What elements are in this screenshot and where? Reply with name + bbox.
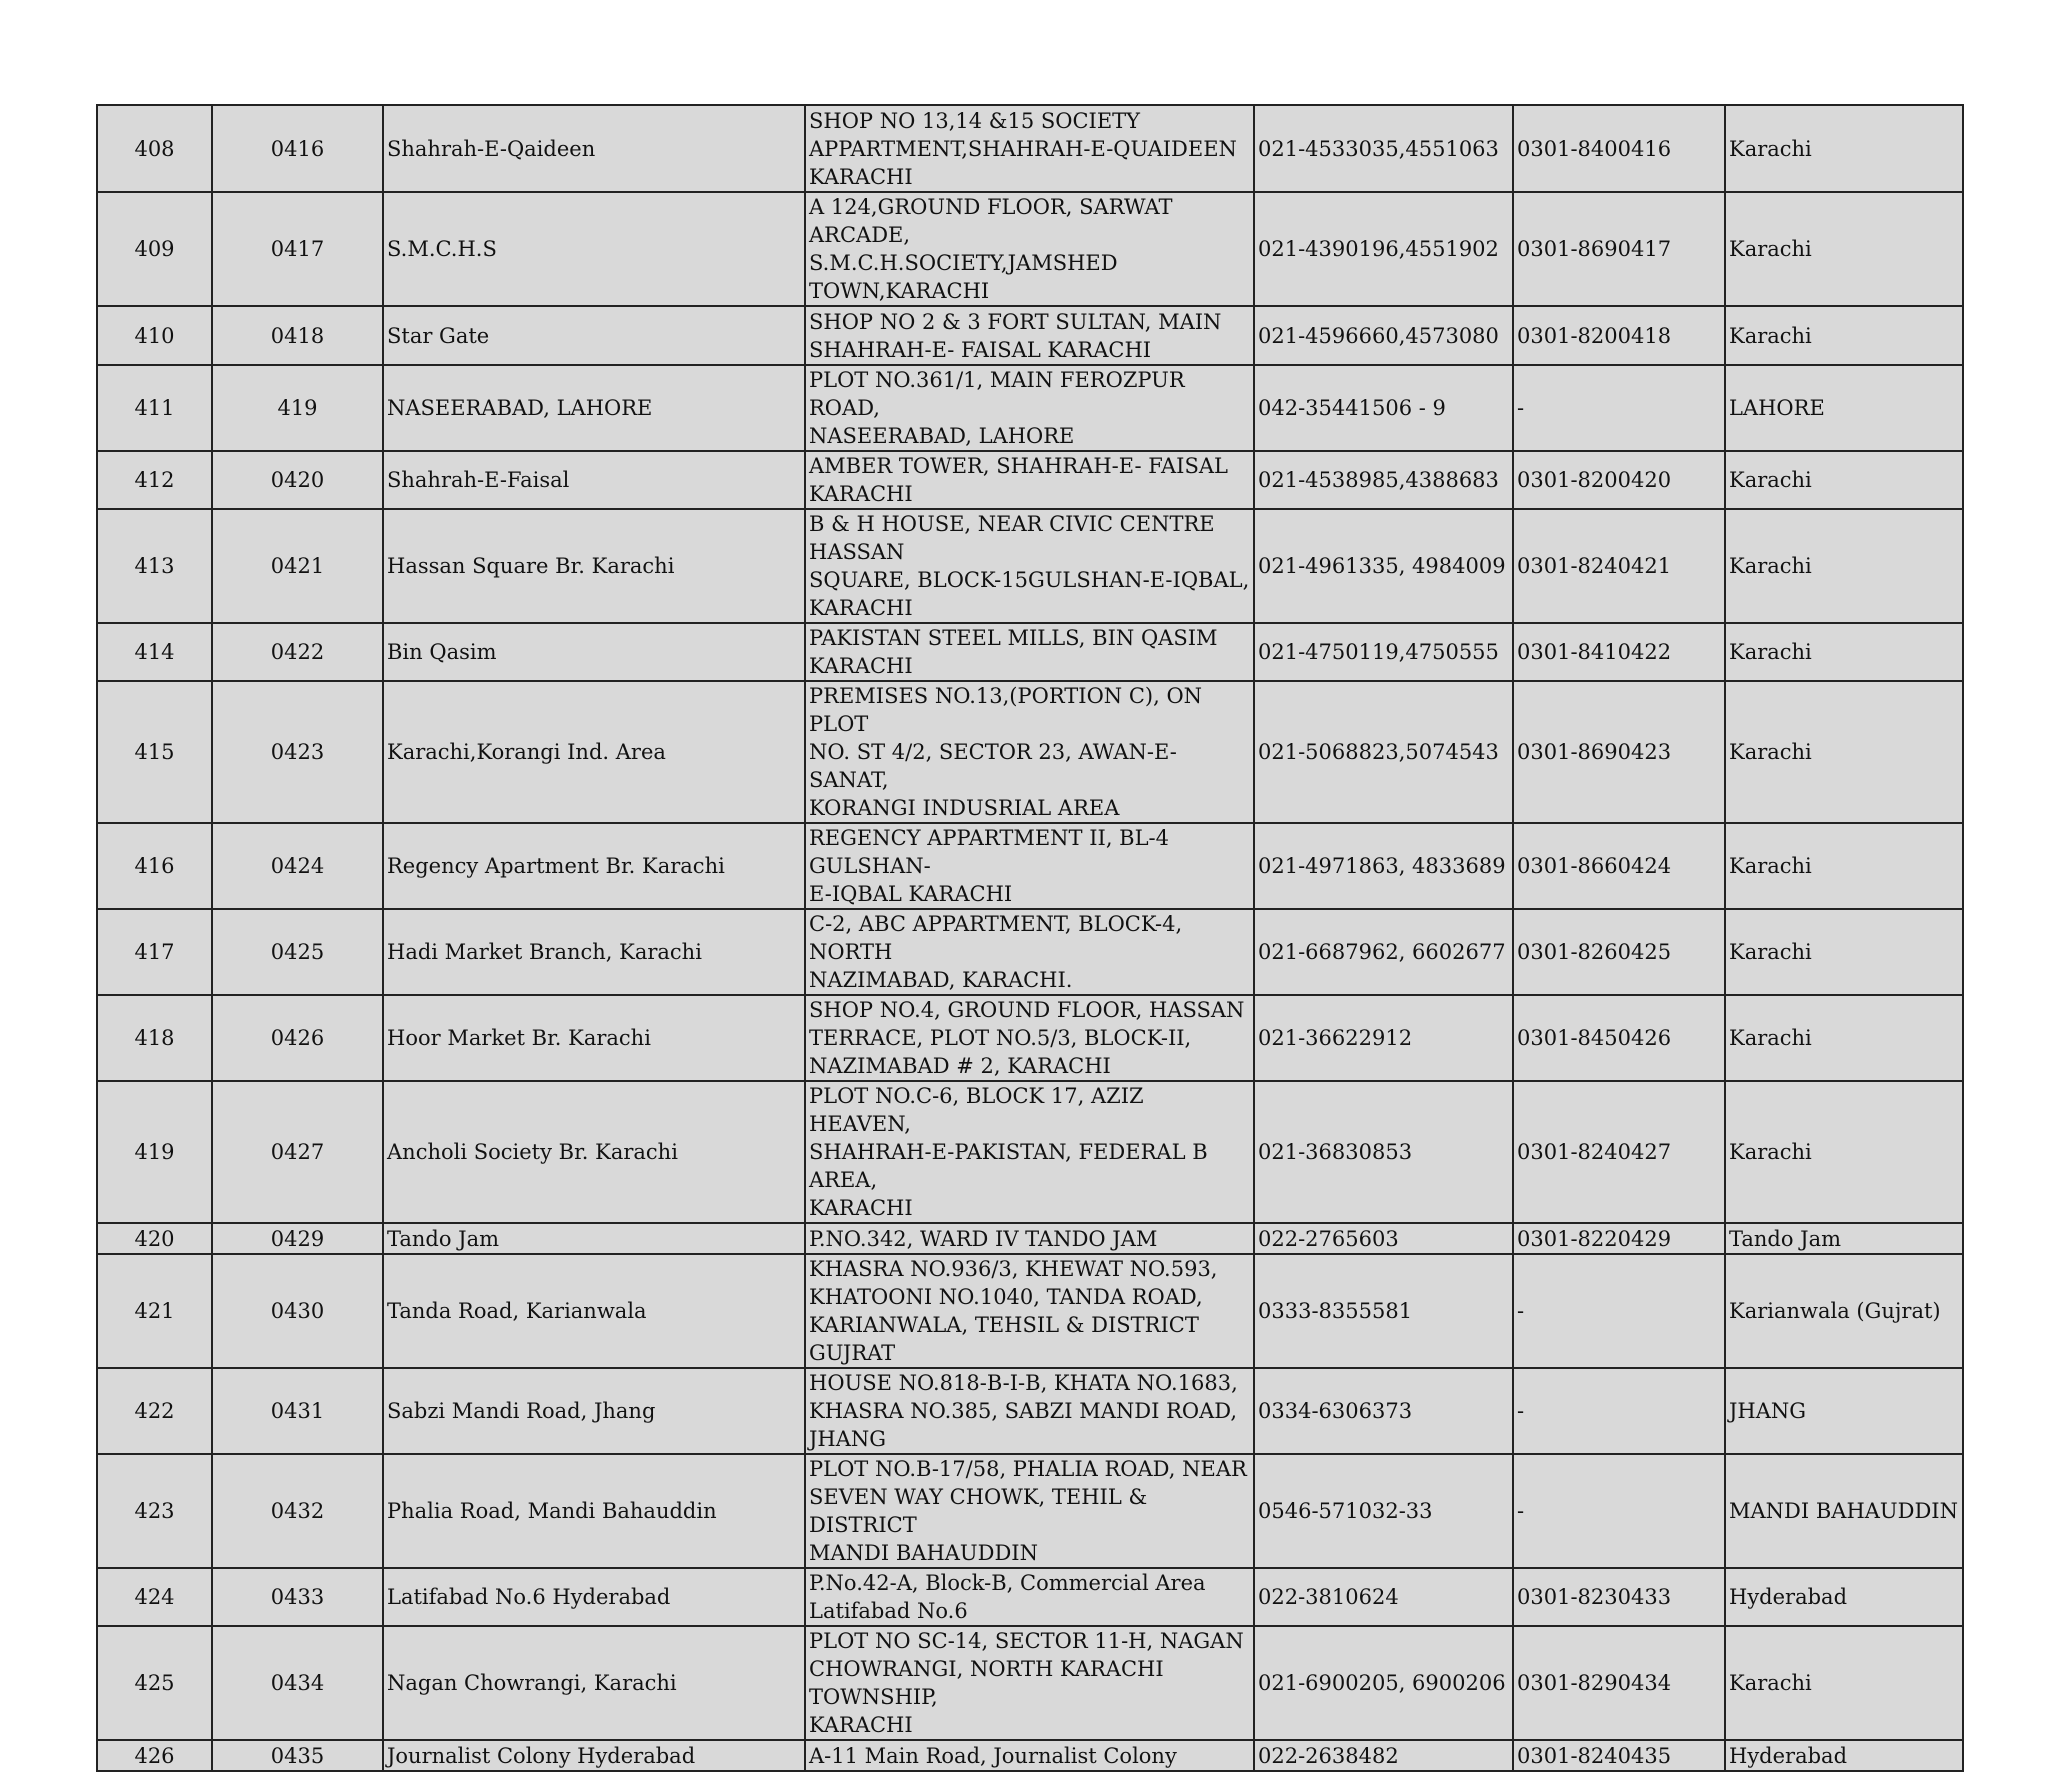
address-line: C-2, ABC APPARTMENT, BLOCK-4, NORTH [809,912,1183,964]
address-cell [805,1454,1254,1568]
address-cell [805,1568,1254,1626]
address-cell [805,105,1254,192]
address-cell [805,509,1254,623]
table-row [97,1740,1963,1771]
city-cell: Karachi [1725,1626,1963,1740]
address-line: SQUARE, BLOCK-15GULSHAN-E-IQBAL, [809,568,1250,592]
address-line: A 124,GROUND FLOOR, SARWAT ARCADE, [809,195,1173,247]
address-cell [805,365,1254,451]
table-row [97,1254,1963,1368]
mobile-cell: 0301-8200418 [1513,306,1725,365]
phone-cell: 021-4390196,4551902 [1254,192,1513,306]
address-cell [805,995,1254,1081]
branch-code-cell: 0420 [212,451,383,509]
city-cell: Karachi [1725,909,1963,995]
city-cell: Karachi [1725,823,1963,909]
address-line: KARACHI [809,1713,913,1737]
mobile-cell: 0301-8410422 [1513,623,1725,681]
address-line: KORANGI INDUSRIAL AREA [809,796,1120,820]
city-cell: Karachi [1725,105,1963,192]
address-line: SEVEN WAY CHOWK, TEHIL & DISTRICT [809,1485,1148,1537]
branch-code-cell: 0417 [212,192,383,306]
table-row [97,1454,1963,1568]
branch-code-cell: 0429 [212,1223,383,1254]
phone-cell: 021-4538985,4388683 [1254,451,1513,509]
city-cell: Hyderabad [1725,1568,1963,1626]
branch-code-cell: 0416 [212,105,383,192]
table-row [97,1568,1963,1626]
phone-cell: 022-3810624 [1254,1568,1513,1626]
branch-code-cell: 0430 [212,1254,383,1368]
city-cell: Karachi [1725,192,1963,306]
address-line: PREMISES NO.13,(PORTION C), ON PLOT [809,684,1203,736]
address-line: KHASRA NO.936/3, KHEWAT NO.593, [809,1257,1218,1281]
branch-name-cell: Hassan Square Br. Karachi [383,509,805,623]
city-cell: Karachi [1725,1081,1963,1223]
mobile-cell: 0301-8290434 [1513,1626,1725,1740]
address-line: S.M.C.H.SOCIETY,JAMSHED TOWN,KARACHI [809,251,1118,303]
address-line: PAKISTAN STEEL MILLS, BIN QASIM [809,626,1218,650]
address-line: PLOT NO.B-17/58, PHALIA ROAD, NEAR [809,1457,1247,1481]
table-row [97,1081,1963,1223]
address-cell [805,623,1254,681]
mobile-cell: 0301-8690423 [1513,681,1725,823]
address-line: SHAHRAH-E- FAISAL KARACHI [809,337,1152,362]
branch-code-cell: 0421 [212,509,383,623]
address-line: SHOP NO 13,14 &15 SOCIETY [809,108,1141,133]
table-row [97,823,1963,909]
branch-name-cell: Hadi Market Branch, Karachi [383,909,805,995]
city-cell: JHANG [1725,1368,1963,1454]
phone-cell: 0333-8355581 [1254,1254,1513,1368]
address-line: AMBER TOWER, SHAHRAH-E- FAISAL [809,454,1228,478]
sr-cell: 410 [97,306,212,365]
address-line: NO. ST 4/2, SECTOR 23, AWAN-E-SANAT, [809,740,1177,792]
sr-cell: 420 [97,1223,212,1254]
city-cell: Karachi [1725,451,1963,509]
table-body [97,105,1963,1771]
sr-cell: 416 [97,823,212,909]
address-line: APPARTMENT,SHAHRAH-E-QUAIDEEN [809,136,1237,161]
branch-code-cell: 0424 [212,823,383,909]
address-line: NAZIMABAD, KARACHI. [809,968,1073,992]
mobile-cell: 0301-8220429 [1513,1223,1725,1254]
sr-cell: 423 [97,1454,212,1568]
table-row [97,1368,1963,1454]
branch-name-cell: Journalist Colony Hyderabad [383,1740,805,1771]
mobile-cell: 0301-8200420 [1513,451,1725,509]
phone-cell: 0546-571032-33 [1254,1454,1513,1568]
mobile-cell: 0301-8240435 [1513,1740,1725,1771]
city-cell: Karachi [1725,306,1963,365]
branch-name-cell: Latifabad No.6 Hyderabad [383,1568,805,1626]
sr-cell: 408 [97,105,212,192]
table-row [97,1626,1963,1740]
address-cell [805,1368,1254,1454]
branch-code-cell: 0434 [212,1626,383,1740]
city-cell: Tando Jam [1725,1223,1963,1254]
branch-code-cell: 0427 [212,1081,383,1223]
phone-cell: 021-36830853 [1254,1081,1513,1223]
sr-cell: 413 [97,509,212,623]
address-line: KARIANWALA, TEHSIL & DISTRICT GUJRAT [809,1313,1199,1365]
city-cell: LAHORE [1725,365,1963,451]
city-cell: Karachi [1725,509,1963,623]
address-line: P.No.42-A, Block-B, Commercial Area [809,1571,1206,1595]
address-cell [805,1223,1254,1254]
address-line: MANDI BAHAUDDIN [809,1541,1038,1565]
branch-name-cell: Bin Qasim [383,623,805,681]
sr-cell: 412 [97,451,212,509]
address-line: SHOP NO 2 & 3 FORT SULTAN, MAIN [809,309,1222,334]
address-line: NAZIMABAD # 2, KARACHI [809,1054,1111,1078]
address-cell [805,192,1254,306]
city-cell: Karachi [1725,995,1963,1081]
sr-cell: 425 [97,1626,212,1740]
branch-table [96,104,1964,1772]
mobile-cell: - [1513,365,1725,451]
branch-code-cell: 0418 [212,306,383,365]
city-cell: MANDI BAHAUDDIN [1725,1454,1963,1568]
address-line: KHASRA NO.385, SABZI MANDI ROAD, [809,1399,1238,1423]
branch-name-cell: Star Gate [383,306,805,365]
branch-name-cell: Nagan Chowrangi, Karachi [383,1626,805,1740]
table-row [97,509,1963,623]
table-row [97,909,1963,995]
phone-cell: 0334-6306373 [1254,1368,1513,1454]
city-cell: Karianwala (Gujrat) [1725,1254,1963,1368]
address-cell [805,1626,1254,1740]
address-cell [805,1740,1254,1771]
sr-cell: 421 [97,1254,212,1368]
sr-cell: 411 [97,365,212,451]
address-line: A-11 Main Road, Journalist Colony [809,1743,1177,1768]
address-line: SHAHRAH-E-PAKISTAN, FEDERAL B AREA, [809,1140,1208,1192]
table-row [97,995,1963,1081]
branch-code-cell: 0425 [212,909,383,995]
branch-name-cell: NASEERABAD, LAHORE [383,365,805,451]
table-row [97,1223,1963,1254]
phone-cell: 021-4961335, 4984009 [1254,509,1513,623]
address-line: KARACHI [809,482,913,506]
branch-name-cell: Shahrah-E-Qaideen [383,105,805,192]
mobile-cell: 0301-8230433 [1513,1568,1725,1626]
branch-name-cell: Ancholi Society Br. Karachi [383,1081,805,1223]
sr-cell: 424 [97,1568,212,1626]
phone-cell: 021-4596660,4573080 [1254,306,1513,365]
address-cell [805,1081,1254,1223]
branch-name-cell: Hoor Market Br. Karachi [383,995,805,1081]
branch-name-cell: Shahrah-E-Faisal [383,451,805,509]
address-cell [805,451,1254,509]
phone-cell: 021-4750119,4750555 [1254,623,1513,681]
address-line: PLOT NO.361/1, MAIN FEROZPUR ROAD, [809,368,1185,420]
address-line: SHOP NO.4, GROUND FLOOR, HASSAN [809,998,1245,1022]
branch-code-cell: 0432 [212,1454,383,1568]
branch-name-cell: Sabzi Mandi Road, Jhang [383,1368,805,1454]
table-row [97,306,1963,365]
address-line: CHOWRANGI, NORTH KARACHI TOWNSHIP, [809,1657,1164,1709]
address-line: PLOT NO.C-6, BLOCK 17, AZIZ HEAVEN, [809,1084,1144,1136]
mobile-cell: 0301-8450426 [1513,995,1725,1081]
sr-cell: 426 [97,1740,212,1771]
mobile-cell: - [1513,1368,1725,1454]
address-line: KARACHI [809,596,913,620]
phone-cell: 021-4971863, 4833689 [1254,823,1513,909]
city-cell: Karachi [1725,681,1963,823]
address-line: JHANG [809,1427,887,1451]
address-line: REGENCY APPARTMENT II, BL-4 GULSHAN- [809,826,1170,878]
address-line: KARACHI [809,654,913,678]
mobile-cell: 0301-8260425 [1513,909,1725,995]
sr-cell: 422 [97,1368,212,1454]
phone-cell: 021-6900205, 6900206 [1254,1626,1513,1740]
sr-cell: 418 [97,995,212,1081]
address-line: TERRACE, PLOT NO.5/3, BLOCK-II, [809,1026,1192,1050]
branch-code-cell: 0435 [212,1740,383,1771]
address-line: KHATOONI NO.1040, TANDA ROAD, [809,1285,1203,1309]
address-cell [805,1254,1254,1368]
branch-name-cell: S.M.C.H.S [383,192,805,306]
sr-cell: 415 [97,681,212,823]
phone-cell: 021-5068823,5074543 [1254,681,1513,823]
address-cell [805,306,1254,365]
address-line: KARACHI [809,164,913,189]
branch-code-cell: 0423 [212,681,383,823]
branch-code-cell: 419 [212,365,383,451]
city-cell: Karachi [1725,623,1963,681]
table-row [97,623,1963,681]
address-line: HOUSE NO.818-B-I-B, KHATA NO.1683, [809,1371,1238,1395]
branch-code-cell: 0433 [212,1568,383,1626]
address-line: NASEERABAD, LAHORE [809,424,1075,448]
table-row [97,192,1963,306]
mobile-cell: 0301-8400416 [1513,105,1725,192]
table-row [97,451,1963,509]
mobile-cell: 0301-8660424 [1513,823,1725,909]
branch-name-cell: Tanda Road, Karianwala [383,1254,805,1368]
address-line: B & H HOUSE, NEAR CIVIC CENTRE HASSAN [809,512,1215,564]
branch-code-cell: 0422 [212,623,383,681]
sr-cell: 414 [97,623,212,681]
table-row [97,105,1963,192]
address-line: Latifabad No.6 [809,1599,968,1623]
branch-name-cell: Phalia Road, Mandi Bahauddin [383,1454,805,1568]
city-cell: Hyderabad [1725,1740,1963,1771]
phone-cell: 022-2765603 [1254,1223,1513,1254]
table-row [97,681,1963,823]
branch-name-cell: Tando Jam [383,1223,805,1254]
mobile-cell: 0301-8240421 [1513,509,1725,623]
phone-cell: 021-36622912 [1254,995,1513,1081]
phone-cell: 042-35441506 - 9 [1254,365,1513,451]
address-cell [805,681,1254,823]
sr-cell: 417 [97,909,212,995]
address-line: PLOT NO SC-14, SECTOR 11-H, NAGAN [809,1629,1244,1653]
address-line: E-IQBAL KARACHI [809,882,1013,906]
phone-cell: 021-4533035,4551063 [1254,105,1513,192]
branch-name-cell: Regency Apartment Br. Karachi [383,823,805,909]
table-row [97,365,1963,451]
phone-cell: 021-6687962, 6602677 [1254,909,1513,995]
mobile-cell: 0301-8690417 [1513,192,1725,306]
mobile-cell: 0301-8240427 [1513,1081,1725,1223]
branch-code-cell: 0431 [212,1368,383,1454]
branch-name-cell: Karachi,Korangi Ind. Area [383,681,805,823]
address-cell [805,909,1254,995]
mobile-cell: - [1513,1454,1725,1568]
sr-cell: 409 [97,192,212,306]
branch-code-cell: 0426 [212,995,383,1081]
mobile-cell: - [1513,1254,1725,1368]
address-line: KARACHI [809,1196,913,1220]
address-cell [805,823,1254,909]
phone-cell: 022-2638482 [1254,1740,1513,1771]
sr-cell: 419 [97,1081,212,1223]
address-line: P.NO.342, WARD IV TANDO JAM [809,1226,1158,1251]
